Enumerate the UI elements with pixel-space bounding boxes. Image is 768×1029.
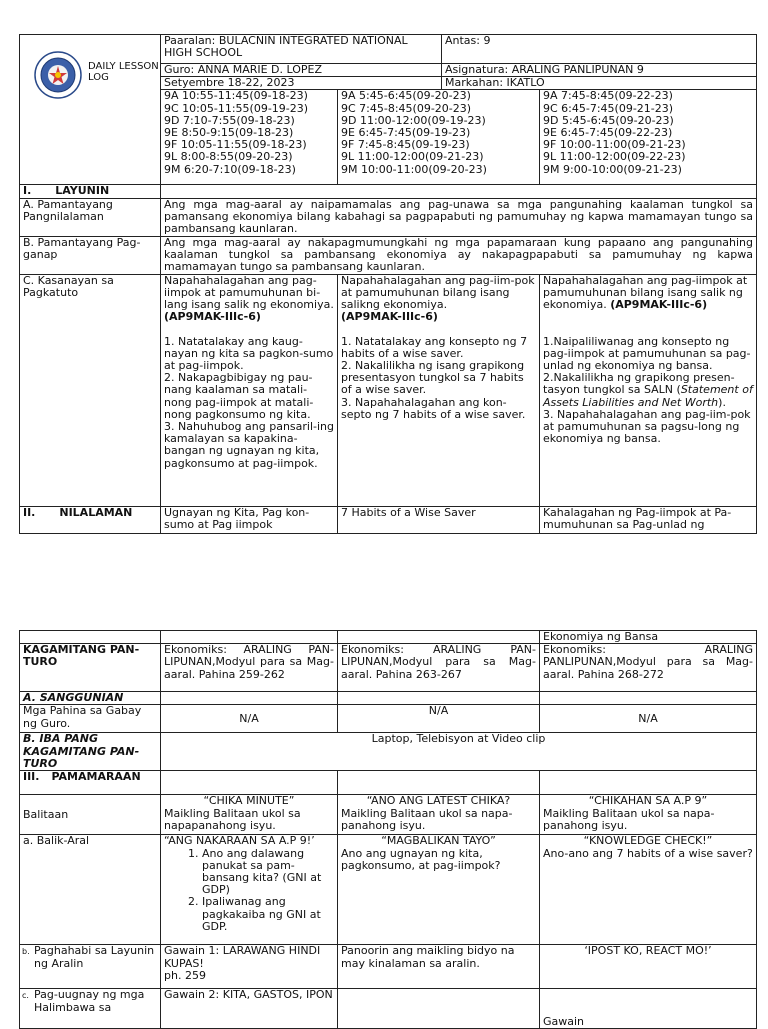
section-layunin-heading: I. LAYUNIN xyxy=(20,185,161,198)
grade-level: Antas: 9 xyxy=(442,35,757,64)
school-name: Paaralan: BULACNIN INTEGRATED NATIONAL HIGH SCHOOL xyxy=(161,35,442,64)
pag-uugnay-label: c. Pag-uugnay ng mga Halimbawa sa xyxy=(20,989,161,1029)
pamantayang-pagganap-text: Ang mga mag-aaral ay nakapagmumungkahi ng mga papamaraan kung papaano ang pangunahing kaalaman tungkol sa pambansang ekonomiya ay nakapagpapabuti sa pamumuhay ng kapwa mamamayan tungo sa pambansang kaunlaran. xyxy=(161,236,757,274)
kagamitan-day-1: Ekonomiks: ARALING PAN-LIPUNAN,Modyul para sa Mag-aaral. Pahina 259-262 xyxy=(161,644,338,692)
balik-aral-day-3: “KNOWLEDGE CHECK!” Ano-ano ang 7 habits of a wise saver? xyxy=(540,835,757,945)
gabay-label: Mga Pahina sa Gabay ng Guro. xyxy=(20,705,161,733)
teacher-name: Guro: ANNA MARIE D. LOPEZ xyxy=(161,64,442,77)
pamantayang-nilalaman-label: A. Pamantayang Pangnilalaman xyxy=(20,198,161,236)
paghahabi-day-3: ‘IPOST KO, REACT MO!’ xyxy=(540,945,757,989)
balitaan-day-3: “CHIKAHAN SA A.P 9” Maikling Balitaan ukol sa napa-panahong isyu. xyxy=(540,795,757,835)
kasanayan-day-2: Napahahalagahan ang pag-iim-pok at pamumuhunan bilang isang salikng ekonomiya. (AP9MAK-IIIc-6) 1. Natatalakay ang konsepto ng 7 habits of a wise saver. 2. Nakalilikha ng isang grapikong presentasyon tungkol sa 7 habits of a wise saver. 3. Napahahalagahan ang kon-septo ng 7 habits of a wise saver. xyxy=(338,274,540,506)
section-nilalaman-heading: II. NILALAMAN xyxy=(20,506,161,533)
nilalaman-day-3-cont: Ekonomiya ng Bansa xyxy=(540,631,757,644)
schedule-col-3: 9A 7:45-8:45(09-22-23) 9C 6:45-7:45(09-21-23) 9D 5:45-6:45(09-20-23) 9E 6:45-7:45(09-22-23) 9F 10:00-11:00(09-21-23) 9L 11:00-12:00(09-22-23) 9M 9:00-10:00(09-21-23) xyxy=(540,90,757,185)
kasanayan-day-1: Napahahalagahan ang pag-iimpok at pamumuhunan bi-lang isang salik ng ekonomiya. (AP9MAK-IIIc-6) 1. Natatalakay ang kaug-nayan ng kita sa pagkon-sumo at pag-iimpok. 2. Nakapagbibigay ng pau-nang kaalaman sa matali-nong pag-iimpok at matali-nong pagkonsumo ng kita. 3. Nahuhubog ang pansaril-ing kamalayan sa kapakina-bangan ng ugnayan ng kita, pagkonsumo at pag-iimpok. xyxy=(161,274,338,506)
deped-seal-logo xyxy=(34,51,82,99)
paghahabi-day-2: Panoorin ang maikling bidyo na may kinalaman sa aralin. xyxy=(338,945,540,989)
dll-title: DAILY LESSON LOG xyxy=(88,61,159,83)
paghahabi-day-1: Gawain 1: LARAWANG HINDI KUPAS! ph. 259 xyxy=(161,945,338,989)
balik-aral-day-2: “MAGBALIKAN TAYO” Ano ang ugnayan ng kita, pagkonsumo, at pag-iimpok? xyxy=(338,835,540,945)
gabay-day-3: N/A xyxy=(540,705,757,733)
nilalaman-day-1: Ugnayan ng Kita, Pag kon-sumo at Pag iimpok xyxy=(161,506,338,533)
iba-pang-label: B. IBA PANG KAGAMITANG PAN-TURO xyxy=(20,733,161,771)
lesson-date: Setyembre 18-22, 2023 xyxy=(161,77,442,90)
nilalaman-day-2: 7 Habits of a Wise Saver xyxy=(338,506,540,533)
subject-name: Asignatura: ARALING PANLIPUNAN 9 xyxy=(442,64,757,77)
kasanayan-label: C. Kasanayan sa Pagkatuto xyxy=(20,274,161,506)
schedule-col-1: 9A 10:55-11:45(09-18-23) 9C 10:05-11:55(09-19-23) 9D 7:10-7:55(09-18-23) 9E 8:50-9:15(09-18-23) 9F 10:05-11:55(09-18-23) 9L 8:00-8:55(09-20-23) 9M 6:20-7:10(09-18-23) xyxy=(161,90,338,185)
dll-table-bottom xyxy=(19,630,757,1029)
paghahabi-label: b. Paghahabi sa Layunin ng Aralin xyxy=(20,945,161,989)
kasanayan-day-3: Napahahalagahan ang pag-iimpok at pamumuhunan bilang isang salik ng ekonomiya. (AP9MAK-IIIc-6) 1.Naipaliliwanag ang konsepto ng pag-iimpok at pamumuhunan sa pag-unlad ng ekonomiya ng bansa. 2.Nakalilikha ng grapikong presen-tasyon tungkol sa SALN (Statement of Assets Liabilities and Net Worth). 3. Napahahalagahan ang pag-iim-pok at pamumuhunan sa pagsu-long ng ekonomiya ng bansa. xyxy=(540,274,757,506)
gabay-day-2: N/A xyxy=(338,705,540,733)
sanggunian-label: A. SANGGUNIAN xyxy=(20,692,161,705)
section-pamamaraan-heading: III. PAMAMARAAN xyxy=(20,771,161,795)
kagamitan-label: KAGAMITANG PAN-TURO xyxy=(20,644,161,692)
kagamitan-day-2: Ekonomiks: ARALING PAN-LIPUNAN,Modyul para sa Mag-aaral. Pahina 263-267 xyxy=(338,644,540,692)
balik-aral-label: a. Balik-Aral xyxy=(20,835,161,945)
nilalaman-day-3: Kahalagahan ng Pag-iimpok at Pa-mumuhunan sa Pag-unlad ng xyxy=(540,506,757,533)
dll-table-top xyxy=(19,34,757,534)
quarter: Markahan: IKATLO xyxy=(442,77,757,90)
kagamitan-day-3: Ekonomiks: ARALING PANLIPUNAN,Modyul para sa Mag-aaral. Pahina 268-272 xyxy=(540,644,757,692)
balitaan-label: Balitaan xyxy=(20,795,161,835)
balitaan-day-2: “ANO ANG LATEST CHIKA? Maikling Balitaan ukol sa napa-panahong isyu. xyxy=(338,795,540,835)
balik-aral-day-1: “ANG NAKARAAN SA A.P 9!’ 1. Ano ang dalawang panukat sa pam-bansang kita? (GNI at GDP) 2. Ipaliwanag ang pagkakaiba ng GNI at GDP. xyxy=(161,835,338,945)
iba-pang-value: Laptop, Telebisyon at Video clip xyxy=(161,733,757,771)
pamantayang-nilalaman-text: Ang mga mag-aaral ay naipamamalas ang pag-unawa sa mga pangunahing kaalaman tungkol sa pamansang ekonomiya bilang kabahagi sa pagpapabuti ng pamumuhay ng kapwa mamamayan tungo sa pambansang kaunlaran. xyxy=(161,198,757,236)
pag-uugnay-day-3: Gawain xyxy=(540,989,757,1029)
logo-cell xyxy=(20,35,161,185)
pag-uugnay-day-1: Gawain 2: KITA, GASTOS, IPON xyxy=(161,989,338,1029)
gabay-day-1: N/A xyxy=(161,705,338,733)
balitaan-day-1: “CHIKA MINUTE” Maikling Balitaan ukol sa napapanahong isyu. xyxy=(161,795,338,835)
schedule-col-2: 9A 5:45-6:45(09-20-23) 9C 7:45-8:45(09-20-23) 9D 11:00-12:00(09-19-23) 9E 6:45-7:45(09-19-23) 9F 7:45-8:45(09-19-23) 9L 11:00-12:00(09-21-23) 9M 10:00-11:00(09-20-23) xyxy=(338,90,540,185)
pamantayang-pagganap-label: B. Pamantayang Pag-ganap xyxy=(20,236,161,274)
